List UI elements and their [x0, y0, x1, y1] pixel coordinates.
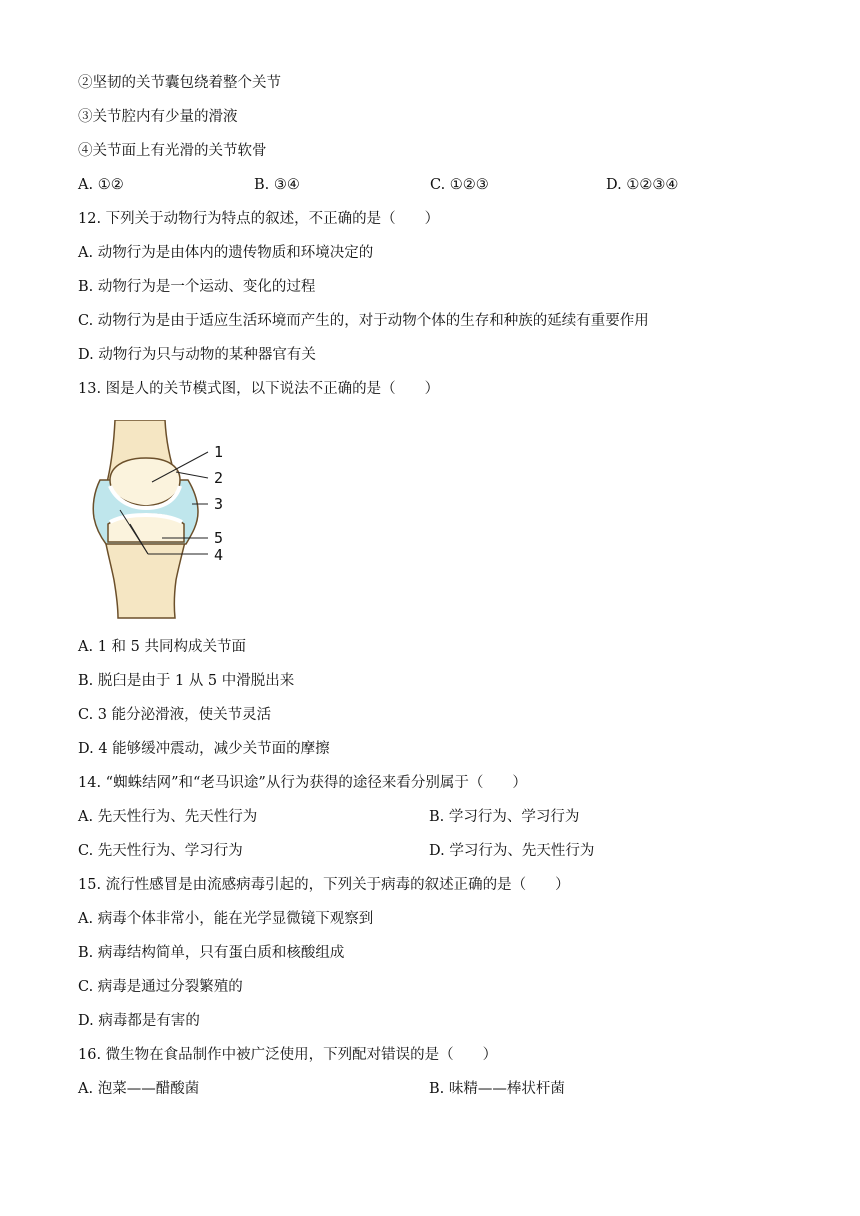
q14-option-b: B. 学习行为、学习行为 — [429, 809, 580, 825]
label-3: 3 — [214, 495, 224, 513]
q11-option-a: A. ①② — [78, 177, 124, 193]
joint-diagram — [80, 420, 250, 620]
q14-option-c: C. 先天性行为、学习行为 — [78, 843, 243, 859]
q16-option-b: B. 味精——棒状杆菌 — [429, 1081, 565, 1097]
q12-option-a: A. 动物行为是由体内的遗传物质和环境决定的 — [78, 245, 374, 261]
q12-option-d: D. 动物行为只与动物的某种器官有关 — [78, 347, 316, 363]
q13-option-b: B. 脱臼是由于 1 从 5 中滑脱出来 — [78, 673, 295, 689]
label-2: 2 — [214, 469, 224, 487]
q16-option-a: A. 泡菜——醋酸菌 — [78, 1081, 200, 1097]
q15-option-a: A. 病毒个体非常小，能在光学显微镜下观察到 — [78, 911, 374, 927]
q15-option-c: C. 病毒是通过分裂繁殖的 — [78, 979, 243, 995]
q15-option-d: D. 病毒都是有害的 — [78, 1013, 200, 1029]
q11-option-b: B. ③④ — [254, 177, 300, 193]
label-5: 5 — [214, 529, 224, 547]
q11-item-4: ④关节面上有光滑的关节软骨 — [78, 143, 267, 159]
q13-option-a: A. 1 和 5 共同构成关节面 — [78, 639, 246, 655]
q11-option-c: C. ①②③ — [430, 177, 489, 193]
q12-option-b: B. 动物行为是一个运动、变化的过程 — [78, 279, 316, 295]
label-1: 1 — [214, 443, 224, 461]
q15-option-b: B. 病毒结构简单，只有蛋白质和核酸组成 — [78, 945, 345, 961]
q12-stem: 12. 下列关于动物行为特点的叙述，不正确的是（ ） — [78, 211, 440, 227]
q15-stem: 15. 流行性感冒是由流感病毒引起的，下列关于病毒的叙述正确的是（ ） — [78, 877, 570, 893]
q11-item-3: ③关节腔内有少量的滑液 — [78, 109, 238, 125]
q14-option-d: D. 学习行为、先天性行为 — [429, 843, 595, 859]
q11-option-d: D. ①②③④ — [606, 177, 679, 193]
q14-stem: 14. “蜘蛛结网”和“老马识途”从行为获得的途径来看分别属于（ ） — [78, 775, 527, 791]
q13-stem: 13. 图是人的关节模式图，以下说法不正确的是（ ） — [78, 381, 440, 397]
leader-2 — [176, 472, 208, 478]
q11-item-2: ②坚韧的关节囊包绕着整个关节 — [78, 75, 281, 91]
q16-stem: 16. 微生物在食品制作中被广泛使用，下列配对错误的是（ ） — [78, 1047, 498, 1063]
q13-option-c: C. 3 能分泌滑液，使关节灵活 — [78, 707, 272, 723]
q13-option-d: D. 4 能够缓冲震动，减少关节面的摩擦 — [78, 741, 330, 757]
q14-option-a: A. 先天性行为、先天性行为 — [78, 809, 258, 825]
label-4: 4 — [214, 546, 224, 564]
q12-option-c: C. 动物行为是由于适应生活环境而产生的，对于动物个体的生存和种族的延续有重要作用 — [78, 313, 649, 329]
